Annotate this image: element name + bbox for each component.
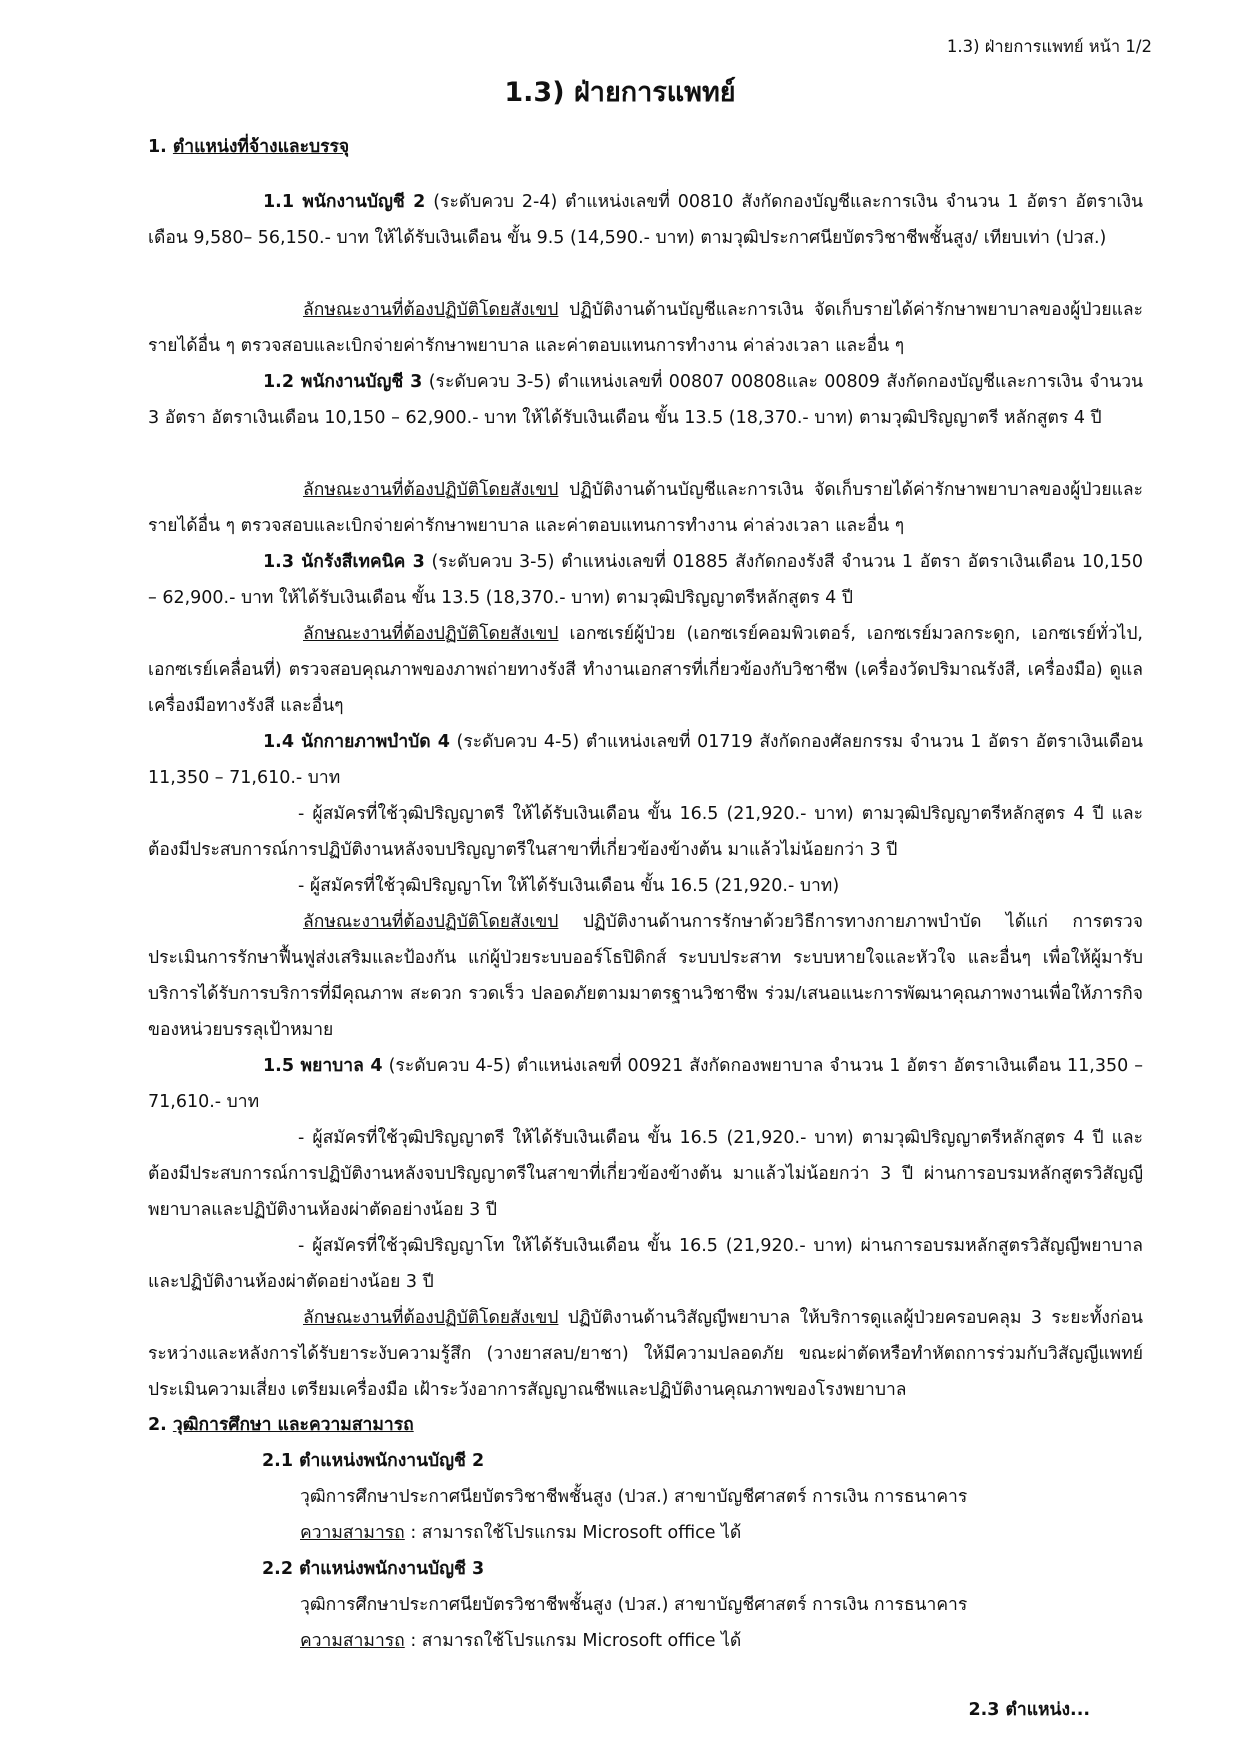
item-body: (ระดับควบ 3-5) ตำแหน่งเลขที่ 01885 สังกัดกองรังสี จำนวน 1 อัตรา อัตราเงินเดือน 10,150 – 62,900.- บาท ให้ได้รับเงินเดือน ขั้น 13.5 (18,370.- บาท) ตามวุฒิปริญญาตรีหลักสูตร 4 ปี [148,552,1143,608]
item-2-2-heading: 2.2 ตำแหน่งพนักงานบัญชี 3 [262,1559,485,1579]
duty-label: ลักษณะงานที่ต้องปฏิบัติโดยสังเขป [303,1308,559,1328]
item-2-2-education: วุฒิการศึกษาประกาศนียบัตรวิชาชีพชั้นสูง (ปวส.) สาขาบัญชีศาสตร์ การเงิน การธนาคาร [300,1595,968,1615]
item-2-1-education: วุฒิการศึกษาประกาศนียบัตรวิชาชีพชั้นสูง (ปวส.) สาขาบัญชีศาสตร์ การเงิน การธนาคาร [300,1487,968,1507]
item-1-4 [148,724,1143,796]
section-1-heading [148,132,349,160]
ability-label: ความสามารถ [300,1631,405,1651]
page-title: 1.3) ฝ่ายการแพทย์ [504,77,736,108]
duty-label: ลักษณะงานที่ต้องปฏิบัติโดยสังเขป [303,300,559,320]
ability-text: : สามารถใช้โปรแกรม Microsoft office ได้ [404,1631,742,1651]
duty-text: ปฏิบัติงานด้านบัญชีและการเงิน จัดเก็บรายได้ค่ารักษาพยาบาลของผู้ป่วยและรายได้อื่น ๆ ตรวจสอบและเบิกจ่ายค่ารักษาพยาบาล และค่าตอบแทนการทำงาน ค่าล่วงเวลา และอื่น ๆ [148,480,1143,536]
item-body: (ระดับควบ 2-4) ตำแหน่งเลขที่ 00810 สังกัดกองบัญชีและการเงิน จำนวน 1 อัตรา อัตราเงินเดือน 9,580– 56,150.- บาท ให้ได้รับเงินเดือน ขั้น 9.5 (14,590.- บาท) ตามวุฒิประกาศนียบัตรวิชาชีพชั้นสูง/ เทียบเท่า (ปวส.) [148,192,1143,248]
item-1-5-master: - ผู้สมัครที่ใช้วุฒิปริญญาโท ให้ได้รับเงินเดือน ขั้น 16.5 (21,920.- บาท) ผ่านการอบรมหลักสูตรวิสัญญีพยาบาลและปฏิบัติงานห้องผ่าตัดอย่างน้อย 3 ปี [148,1236,1143,1292]
item-1-5-bachelor: - ผู้สมัครที่ใช้วุฒิปริญญาตรี ให้ได้รับเงินเดือน ขั้น 16.5 (21,920.- บาท) ตามวุฒิปริญญาตรีหลักสูตร 4 ปี และต้องมีประสบการณ์การปฏิบัติงานหลังจบปริญญาตรีในสาขาที่เกี่ยวข้องข้างต้น มาแล้วไม่น้อยกว่า 3 ปี ผ่านการอบรมหลักสูตรวิสัญญีพยาบาลและปฏิบัติงานห้องผ่าตัดอย่างน้อย 3 ปี [148,1128,1143,1220]
section-title: ตำแหน่งที่จ้างและบรรจุ [172,137,350,157]
item-heading: 1.4 นักกายภาพบำบัด 4 [263,732,450,752]
item-1-4-master: - ผู้สมัครที่ใช้วุฒิปริญญาโท ให้ได้รับเงินเดือน ขั้น 16.5 (21,920.- บาท) [298,876,840,896]
item-1-3-duty [148,616,1143,724]
item-1-2-duty [148,472,1143,544]
item-1-3 [148,544,1143,616]
item-1-2 [148,364,1143,436]
item-1-4-duty [148,904,1143,1048]
section-title: วุฒิการศึกษา และความสามารถ [172,1415,414,1435]
ability-label: ความสามารถ [300,1523,405,1543]
item-heading: 1.5 พยาบาล 4 [263,1056,383,1076]
duty-text: เอกซเรย์ผู้ป่วย (เอกซเรย์คอมพิวเตอร์, เอกซเรย์มวลกระดูก, เอกซเรย์ทั่วไป, เอกซเรย์เคลื่อนที่) ตรวจสอบคุณภาพของภาพถ่ายทางรังสี ทำงานเอกสารที่เกี่ยวข้องกับวิชาชีพ (เครื่องวัดปริมาณรังสี, เครื่องมือ) ดูแลเครื่องมือทางรังสี และอื่นๆ [148,624,1143,716]
item-body: (ระดับควบ 4-5) ตำแหน่งเลขที่ 01719 สังกัดกองศัลยกรรม จำนวน 1 อัตรา อัตราเงินเดือน 11,350 – 71,610.- บาท [148,732,1144,788]
section-2-heading [148,1410,414,1438]
duty-label: ลักษณะงานที่ต้องปฏิบัติโดยสังเขป [303,912,559,932]
item-1-5-duty [148,1300,1143,1408]
item-2-2-ability [300,1626,741,1654]
duty-text: ปฏิบัติงานด้านวิสัญญีพยาบาล ให้บริการดูแลผู้ป่วยครอบคลุม 3 ระยะทั้งก่อนระหว่างและหลังการได้รับยาระงับความรู้สึก (วางยาสลบ/ยาชา) ให้มีความปลอดภัย ขณะผ่าตัดหรือทำหัตถการร่วมกับวิสัญญีแพทย์ ประเมินความเสี่ยง เตรียมเครื่องมือ เฝ้าระวังอาการสัญญาณชีพและปฏิบัติงานคุณภาพของโรงพยาบาล [148,1308,1143,1400]
item-heading: 1.3 นักรังสีเทคนิค 3 [263,552,425,572]
item-2-1-ability [300,1518,741,1546]
section-number: 2. [148,1415,167,1435]
item-1-1-duty [148,292,1143,364]
item-1-5 [148,1048,1143,1120]
continued-marker: 2.3 ตำแหน่ง... [968,1700,1090,1720]
item-body: (ระดับควบ 4-5) ตำแหน่งเลขที่ 00921 สังกัดกองพยาบาล จำนวน 1 อัตรา อัตราเงินเดือน 11,350 – 71,610.- บาท [148,1056,1143,1112]
duty-label: ลักษณะงานที่ต้องปฏิบัติโดยสังเขป [303,480,559,500]
item-2-1-heading: 2.1 ตำแหน่งพนักงานบัญชี 2 [262,1451,485,1471]
duty-text: ปฏิบัติงานด้านการรักษาด้วยวิธีการทางกายภาพบำบัด ได้แก่ การตรวจประเมินการรักษาฟื้นฟูส่งเสริมและป้องกัน แก่ผู้ป่วยระบบออร์โธปิดิกส์ ระบบประสาท ระบบหายใจและหัวใจ และอื่นๆ เพื่อให้ผู้มารับบริการได้รับการบริการที่มีคุณภาพ สะดวก รวดเร็ว ปลอดภัยตามมาตรฐานวิชาชีพ ร่วม/เสนอแนะการพัฒนาคุณภาพงานเพื่อให้ภารกิจของหน่วยบรรลุเป้าหมาย [148,912,1143,1040]
page-reference: 1.3) ฝ่ายการแพทย์ หน้า 1/2 [946,37,1152,56]
item-1-4-bachelor: - ผู้สมัครที่ใช้วุฒิปริญญาตรี ให้ได้รับเงินเดือน ขั้น 16.5 (21,920.- บาท) ตามวุฒิปริญญาตรีหลักสูตร 4 ปี และต้องมีประสบการณ์การปฏิบัติงานหลังจบปริญญาตรีในสาขาที่เกี่ยวข้องข้างต้น มาแล้วไม่น้อยกว่า 3 ปี [148,804,1143,860]
item-heading: 1.1 พนักงานบัญชี 2 [263,192,426,212]
item-1-1 [148,184,1143,256]
item-heading: 1.2 พนักงานบัญชี 3 [263,372,423,392]
duty-label: ลักษณะงานที่ต้องปฏิบัติโดยสังเขป [303,624,559,644]
ability-text: : สามารถใช้โปรแกรม Microsoft office ได้ [404,1523,742,1543]
section-number: 1. [148,137,167,157]
item-body: (ระดับควบ 3-5) ตำแหน่งเลขที่ 00807 00808และ 00809 สังกัดกองบัญชีและการเงิน จำนวน 3 อัตรา อัตราเงินเดือน 10,150 – 62,900.- บาท ให้ได้รับเงินเดือน ขั้น 13.5 (18,370.- บาท) ตามวุฒิปริญญาตรี หลักสูตร 4 ปี [148,372,1143,428]
duty-text: ปฏิบัติงานด้านบัญชีและการเงิน จัดเก็บรายได้ค่ารักษาพยาบาลของผู้ป่วยและรายได้อื่น ๆ ตรวจสอบและเบิกจ่ายค่ารักษาพยาบาล และค่าตอบแทนการทำงาน ค่าล่วงเวลา และอื่น ๆ [148,300,1143,356]
